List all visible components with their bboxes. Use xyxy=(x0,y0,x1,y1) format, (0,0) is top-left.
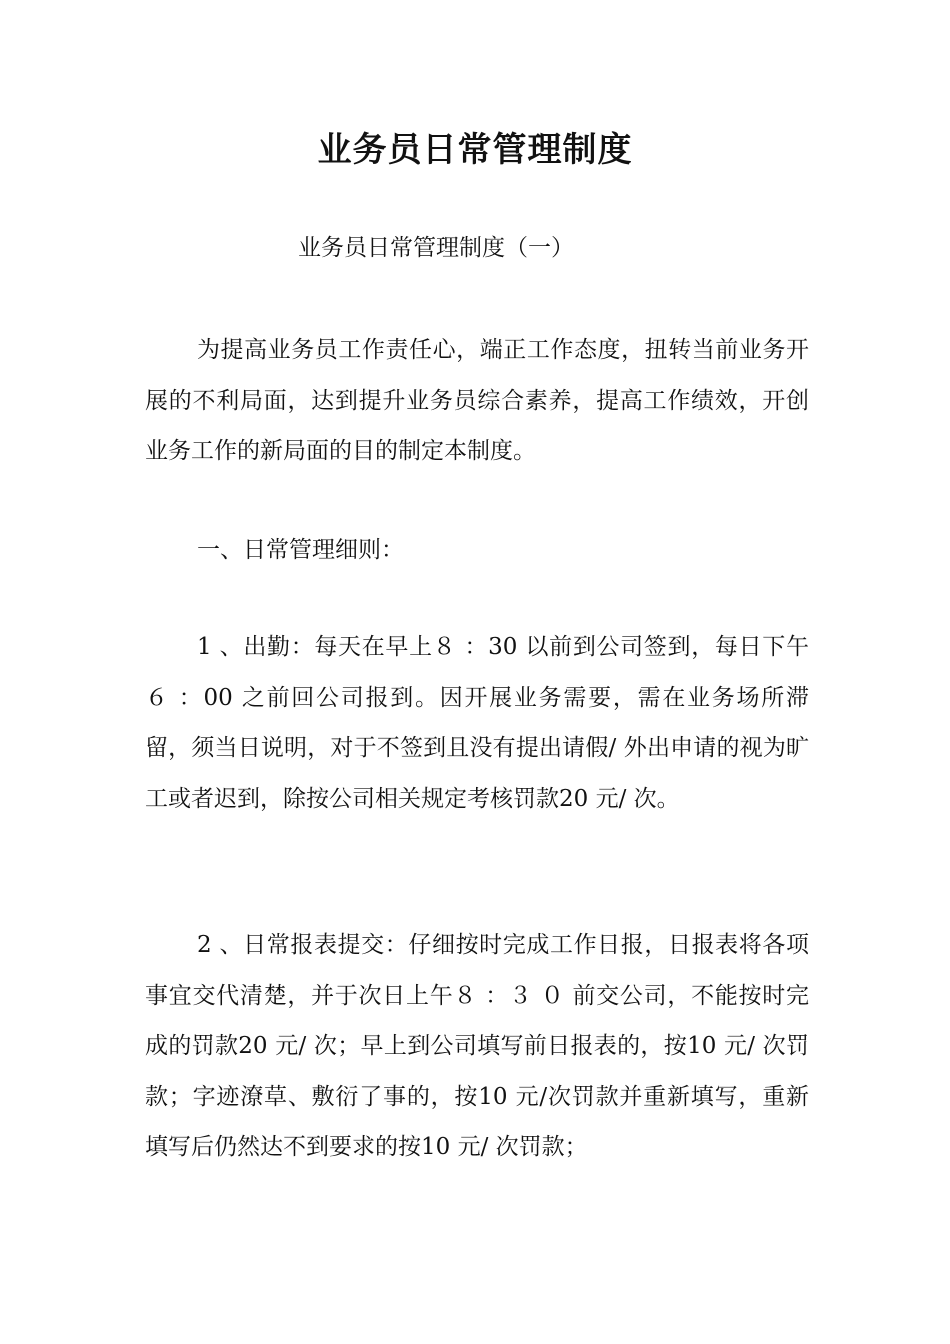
document-title: 业务员日常管理制度 xyxy=(317,130,633,170)
document-subtitle: 业务员日常管理制度（一） xyxy=(298,235,574,261)
intro-paragraph: 为提高业务员工作责任心，端正工作态度，扭转当前业务开展的不利局面，达到提升业务员综合素养，提高工作绩效，开创业务工作的新局面的目的制定本制度。 xyxy=(145,337,809,464)
rule-item-daily-report: 2 、日常报表提交：仔细按时完成工作日报，日报表将各项事宜交代清楚，并于次日上午８ ：３ ０ 前交公司，不能按时完成的罚款20 元/ 次；早上到公司填写前日报表的，按10 元/ 次罚款；字迹潦草、敷衍了事的，按10 元/次罚款并重新填写，重新填写后仍然达不到要求的按10 元/ 次罚款； xyxy=(145,932,809,1160)
section-heading: 一、日常管理细则： xyxy=(197,537,404,563)
rule-item-attendance: 1 、出勤：每天在早上８ ：30 以前到公司签到，每日下午６ ：00 之前回公司报到。因开展业务需要，需在业务场所滞留，须当日说明，对于不签到且没有提出请假/ 外出申请的视为旷工或者迟到，除按公司相关规定考核罚款20 元/ 次。 xyxy=(145,634,809,812)
